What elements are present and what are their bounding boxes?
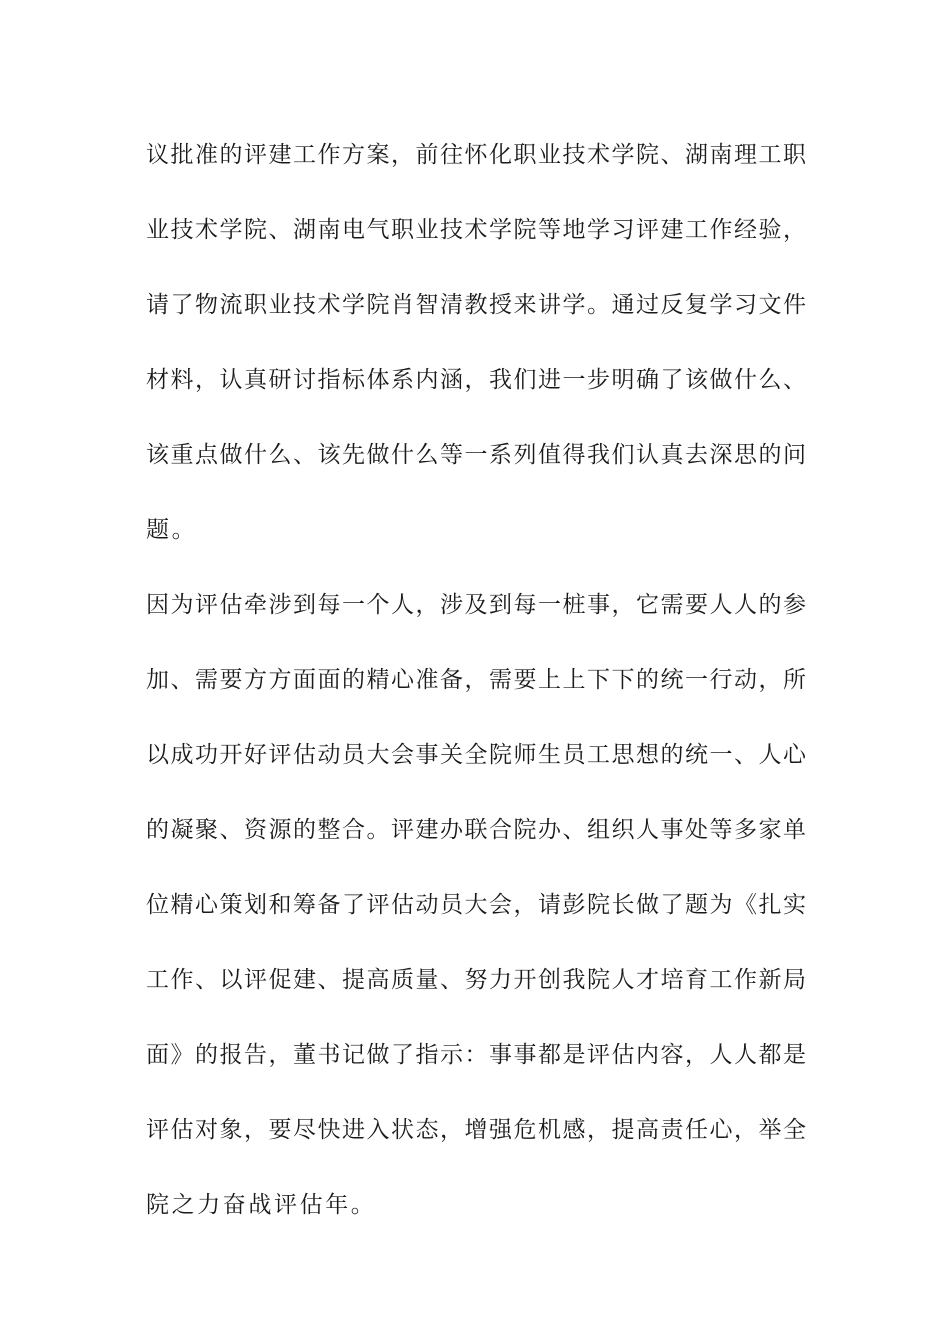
text-line-9: 以成功开好评估动员大会事关全院师生员工思想的统一、人心 bbox=[146, 742, 806, 768]
text-line-7: 因为评估牵涉到每一个人，涉及到每一桩事，它需要人人的参 bbox=[146, 592, 806, 618]
text-line-4: 材料，认真研讨指标体系内涵，我们进一步明确了该做什么、 bbox=[146, 367, 806, 393]
text-line-10: 的凝聚、资源的整合。评建办联合院办、组织人事处等多家单 bbox=[146, 817, 806, 843]
text-line-6: 题。 bbox=[146, 517, 198, 543]
text-line-3: 请了物流职业技术学院肖智清教授来讲学。通过反复学习文件 bbox=[146, 292, 806, 318]
text-line-5: 该重点做什么、该先做什么等一系列值得我们认真去深思的问 bbox=[146, 442, 806, 468]
text-line-1: 议批准的评建工作方案，前往怀化职业技术学院、湖南理工职 bbox=[146, 142, 806, 168]
text-line-15: 院之力奋战评估年。 bbox=[146, 1192, 377, 1218]
text-line-13: 面》的报告，董书记做了指示：事事都是评估内容，人人都是 bbox=[146, 1042, 806, 1068]
text-line-11: 位精心策划和筹备了评估动员大会，请彭院长做了题为《扎实 bbox=[146, 892, 806, 918]
text-line-14: 评估对象，要尽快进入状态，增强危机感，提高责任心，举全 bbox=[146, 1117, 806, 1143]
text-line-12: 工作、以评促建、提高质量、努力开创我院人才培育工作新局 bbox=[146, 967, 806, 993]
text-line-2: 业技术学院、湖南电气职业技术学院等地学习评建工作经验， bbox=[146, 217, 806, 243]
body-text bbox=[146, 128, 806, 1253]
text-line-8: 加、需要方方面面的精心准备，需要上上下下的统一行动，所 bbox=[146, 667, 806, 693]
